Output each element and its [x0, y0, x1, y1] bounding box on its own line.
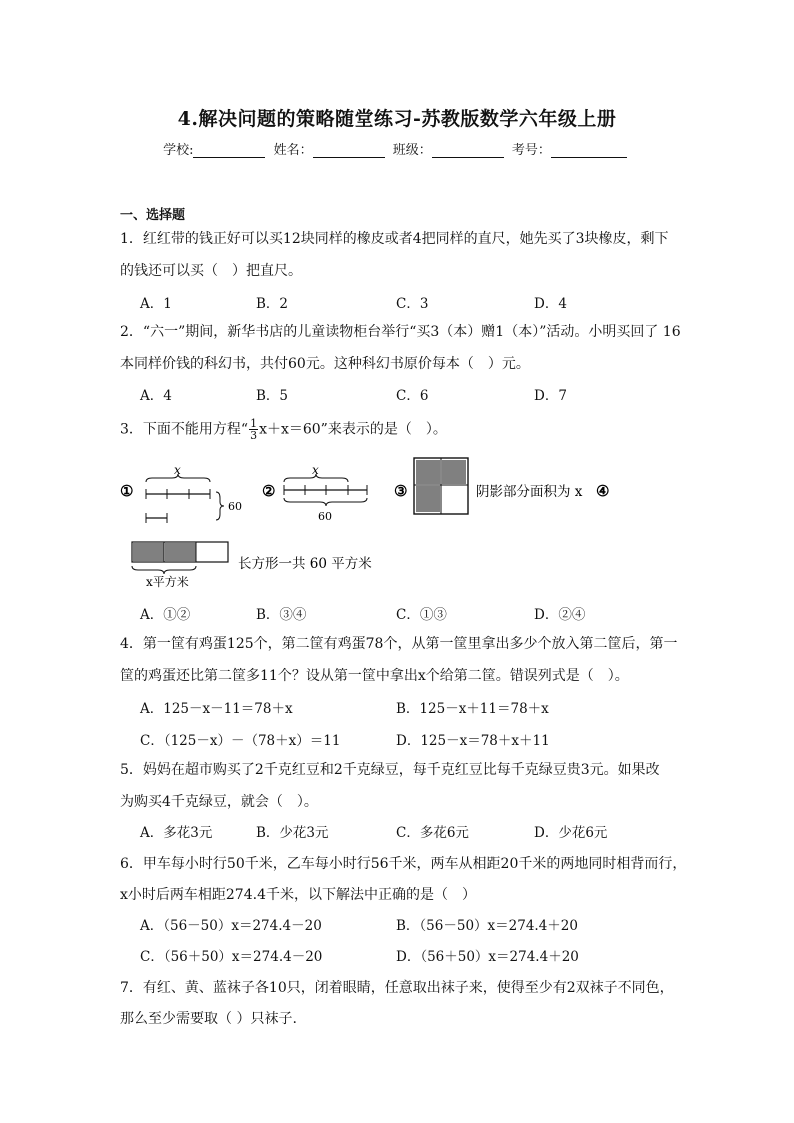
q5-option-a[interactable]: A．多花3元: [140, 825, 213, 841]
q2-line2: 本同样价钱的科幻书，共付60元。这种科幻书原价每本（ ）元。: [120, 356, 530, 372]
q4-line1: 4．第一筐有鸡蛋125个，第二筐有鸡蛋78个，从第一筐里拿出多少个放入第二筐后，第一: [120, 636, 678, 652]
q2-option-d[interactable]: D．7: [534, 388, 567, 404]
q4-option-d[interactable]: D．125－x＝78＋x＋11: [396, 733, 550, 749]
school-label: 学校:: [163, 143, 194, 158]
class-label: 班级：: [392, 143, 432, 158]
fig4-bottom-brace: [132, 566, 196, 574]
q3-option-b[interactable]: B．③④: [256, 607, 307, 623]
fig2-60-label: 60: [318, 510, 332, 523]
fig4-shaded-cell: [165, 543, 196, 561]
q6-option-d[interactable]: D．（56＋50）x＝274.4＋20: [396, 949, 579, 965]
exam-no-label: 考号：: [511, 143, 551, 158]
q2-option-b[interactable]: B．5: [256, 388, 289, 404]
q3-fraction: [249, 418, 258, 441]
q6-option-c[interactable]: C．（56＋50）x＝274.4－20: [140, 949, 323, 965]
fig4-shaded-cell: [133, 543, 164, 561]
q5-option-d[interactable]: D．少花6元: [534, 825, 608, 841]
q3-option-d[interactable]: D．②④: [534, 607, 586, 623]
q2-option-a[interactable]: A．4: [140, 388, 172, 404]
q6-line2: x小时后两车相距274.4千米，以下解法中正确的是（ ）: [120, 887, 476, 903]
q2-option-c[interactable]: C．6: [396, 388, 429, 404]
q5-option-c[interactable]: C．多花6元: [396, 825, 469, 841]
name-label: 姓名：: [273, 143, 313, 158]
q6-option-a[interactable]: A．（56－50）x＝274.4－20: [140, 918, 322, 934]
fig4-under-label: x平方米: [146, 575, 189, 589]
page-title: 4.解决问题的策略随堂练习-苏教版数学六年级上册: [177, 108, 617, 130]
fig2-marker: ②: [262, 482, 276, 500]
q1-option-a[interactable]: A．1: [140, 296, 172, 312]
q1-line1: 1．红红带的钱正好可以买12块同样的橡皮或者4把同样的直尺，她先买了3块橡皮，剩下: [120, 231, 669, 247]
fig1-top-brace: [146, 474, 210, 482]
fig3-marker: ③: [394, 482, 408, 500]
q4-line2: 筐的鸡蛋还比第二筐多11个？设从第一筐中拿出x个给第二筐。错误列式是（ ）。: [120, 668, 629, 684]
fig2-x-label: x: [312, 463, 319, 477]
fig1-marker: ①: [120, 482, 134, 500]
q3-stem-suffix: x＋x＝60”来表示的是（ ）。: [259, 421, 447, 438]
student-info-line: [0, 139, 794, 158]
q4-option-b[interactable]: B．125－x＋11＝78＋x: [396, 701, 549, 717]
fig3-caption: 阴影部分面积为 x: [476, 484, 583, 500]
fig1-60-label: 60: [228, 500, 242, 513]
q1-option-d[interactable]: D．4: [534, 296, 567, 312]
class-blank[interactable]: [432, 143, 504, 158]
fig2-bottom-brace: [284, 498, 367, 506]
q3-stem: [120, 418, 447, 441]
q1-line2: 的钱还可以买（ ）把直尺。: [120, 263, 302, 279]
fig1-right-brace: [216, 492, 224, 520]
q3-option-c[interactable]: C．①③: [396, 607, 447, 623]
q6-option-b[interactable]: B．（56－50）x＝274.4＋20: [396, 918, 578, 934]
q3-option-a[interactable]: A．①②: [140, 607, 191, 623]
q1-option-c[interactable]: C．3: [396, 296, 429, 312]
q3-figures: [112, 456, 672, 596]
q7-line2: 那么至少需要取（ ）只袜子.: [120, 1011, 297, 1027]
fig2-top-brace: [284, 474, 348, 482]
fig3-shaded-cell: [416, 460, 440, 484]
fig4-marker: ④: [596, 482, 610, 500]
fig1-x-label: x: [174, 463, 181, 477]
fig4-caption: 长方形一共 60 平方米: [238, 556, 372, 572]
q3-frac-denominator: 3: [250, 429, 258, 442]
q4-option-c[interactable]: C．（125－x）－（78＋x）＝11: [140, 733, 341, 749]
q5-option-b[interactable]: B．少花3元: [256, 825, 329, 841]
q4-option-a[interactable]: A．125－x－11＝78＋x: [140, 701, 293, 717]
exam-no-blank[interactable]: [551, 143, 627, 158]
q7-line1: 7．有红、黄、蓝袜子各10只，闭着眼睛，任意取出袜子来，使得至少有2双袜子不同色，: [120, 980, 674, 996]
name-blank[interactable]: [313, 143, 385, 158]
section-heading: 一、选择题: [120, 208, 186, 223]
q1-option-b[interactable]: B．2: [256, 296, 289, 312]
q5-line1: 5．妈妈在超市购买了2千克红豆和2千克绿豆，每千克红豆比每千克绿豆贵3元。如果改: [120, 762, 660, 778]
fig3-shaded-cell: [442, 460, 466, 484]
q6-line1: 6．甲车每小时行50千米，乙车每小时行56千米，两车从相距20千米的两地同时相背而行，: [120, 856, 687, 872]
q5-line2: 为购买4千克绿豆，就会（ ）。: [120, 794, 318, 810]
fig3-shaded-cell: [416, 486, 440, 512]
q3-frac-numerator: 1: [250, 417, 258, 430]
school-blank[interactable]: [193, 143, 265, 158]
q2-line1: 2．“六一”期间，新华书店的儿童读物柜台举行“买3（本）赠1（本）”活动。小明买回了 16: [120, 324, 681, 340]
q3-stem-prefix: 3．下面不能用方程“: [120, 421, 249, 438]
